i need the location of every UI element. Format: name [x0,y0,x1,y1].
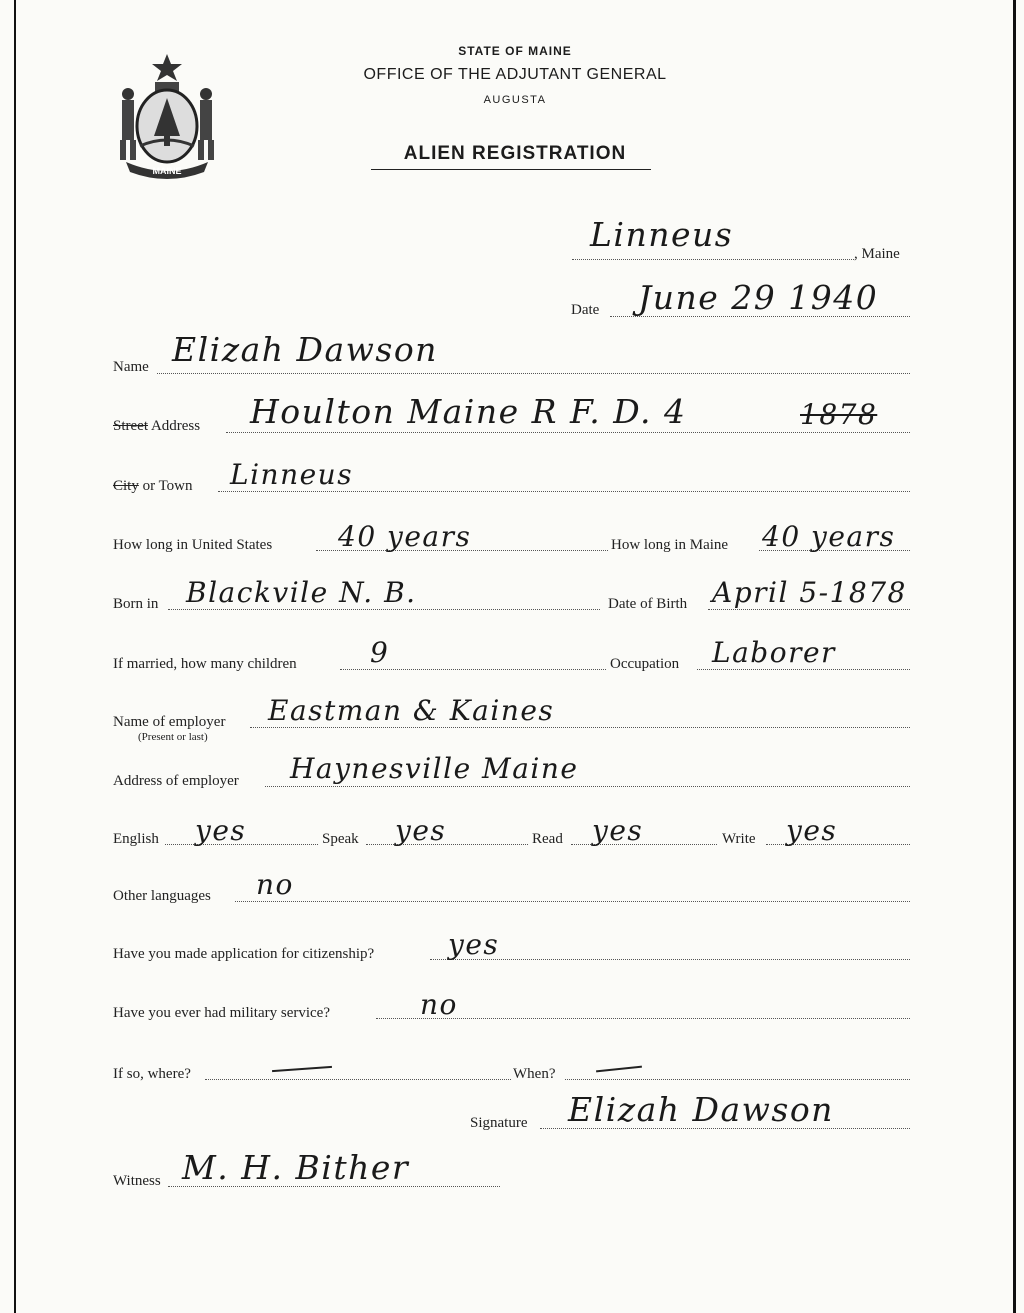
header-city: AUGUSTA [483,94,547,106]
town-value: Linneus [230,458,354,491]
signature-value: Elizah Dawson [568,1090,834,1129]
name-label: Name [113,359,149,375]
occupation-label: Occupation [610,656,680,672]
maine-years-label: How long in Maine [611,537,729,553]
dob-line [708,609,910,610]
maine-years-value: 40 years [762,520,896,553]
town-label [113,478,193,495]
dob-value: April 5-1878 [712,576,907,609]
other-languages-value: no [256,868,294,901]
name-value: Elizah Dawson [172,330,438,369]
citizenship-label: Have you made application for citizenship? [113,946,375,962]
title-underline [371,169,651,170]
children-line [340,669,606,670]
street-address-line [226,432,910,433]
header-state: STATE OF MAINE [458,44,572,58]
street-address-value: Houlton Maine R F. D. 4 [250,392,687,431]
citizenship-line [430,959,910,960]
children-value: 9 [370,636,390,669]
page-title: ALIEN REGISTRATION [403,143,627,164]
maine-state-seal [112,50,222,180]
write-label: Write [722,831,756,847]
street-label-struck: Street [113,418,148,434]
street-address-label [113,418,200,435]
place-value: Linneus [590,215,734,254]
witness-value: M. H. Bither [182,1148,410,1187]
other-languages-label: Other languages [113,888,211,904]
where-line [205,1079,511,1080]
other-languages-line [235,901,910,902]
place-line [572,259,854,260]
employer-address-value: Haynesville Maine [290,752,579,785]
occupation-line [697,669,910,670]
when-line [565,1079,910,1080]
name-line [157,373,910,374]
born-label: Born in [113,596,159,612]
city-label-struck: City [113,478,139,494]
header-office: OFFICE OF THE ADJUTANT GENERAL [363,66,667,83]
date-value: June 29 1940 [638,278,879,317]
born-value: Blackvile N. B. [186,576,417,609]
citizenship-value: yes [448,928,500,961]
seal-text: MAINE [152,166,182,176]
date-label: Date [571,302,600,318]
speak-value: yes [395,814,447,847]
street-address-struck-value: 1878 [800,398,878,431]
us-years-value: 40 years [338,520,472,553]
read-value: yes [592,814,644,847]
speak-label: Speak [322,831,359,847]
employer-line [250,727,910,728]
english-label: English [113,831,159,847]
employer-value: Eastman & Kaines [268,694,555,727]
english-value: yes [195,814,247,847]
employer-label: Name of employer [113,714,226,730]
occupation-value: Laborer [712,636,836,669]
employer-address-label: Address of employer [113,773,239,789]
employer-sublabel: (Present or last) [138,731,208,743]
employer-address-line [265,786,910,787]
or-town-label: or Town [142,478,193,494]
us-years-label: How long in United States [113,537,273,553]
read-label: Read [532,831,563,847]
place-label: , Maine [854,246,900,262]
dob-label: Date of Birth [608,596,688,612]
military-value: no [420,988,458,1021]
speak-line [366,844,528,845]
military-label: Have you ever had military service? [113,1005,330,1021]
town-line [218,491,910,492]
write-value: yes [786,814,838,847]
children-label: If married, how many children [113,656,297,672]
signature-label: Signature [470,1115,528,1131]
where-label: If so, where? [113,1066,191,1082]
witness-label: Witness [113,1173,161,1189]
born-line [168,609,600,610]
address-label: Address [150,418,201,434]
when-label: When? [513,1066,556,1082]
